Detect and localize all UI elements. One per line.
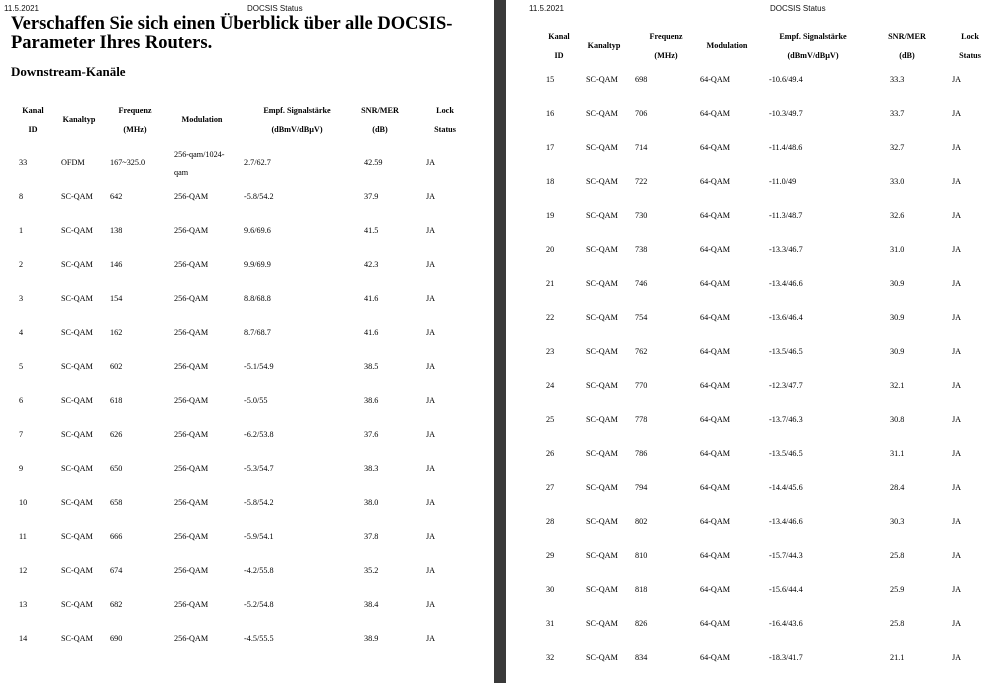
cell-kanaltyp: SC-QAM	[586, 245, 618, 254]
cell-kanaltyp: SC-QAM	[586, 653, 618, 662]
cell-lock: JA	[426, 430, 436, 439]
cell-lock: JA	[426, 192, 436, 201]
cell-kanaltyp: SC-QAM	[61, 260, 93, 269]
cell-signal: -18.3/41.7	[769, 653, 803, 662]
cell-lock: JA	[952, 279, 962, 288]
cell-frequenz: 682	[110, 600, 123, 609]
cell-signal: -5.8/54.2	[244, 192, 274, 201]
cell-lock: JA	[952, 653, 962, 662]
cell-kanaltyp: SC-QAM	[586, 143, 618, 152]
column-header-signal: Empf. Signalstärke	[779, 32, 847, 41]
cell-signal: -5.3/54.7	[244, 464, 274, 473]
cell-frequenz: 730	[635, 211, 648, 220]
cell-kanal-id: 16	[546, 109, 555, 118]
cell-kanaltyp: SC-QAM	[586, 415, 618, 424]
cell-signal: -15.7/44.3	[769, 551, 803, 560]
cell-snr: 33.7	[890, 109, 905, 118]
cell-modulation: 256-QAM	[174, 192, 209, 201]
cell-lock: JA	[952, 415, 962, 424]
cell-frequenz: 666	[110, 532, 123, 541]
print-date: 11.5.2021	[4, 4, 39, 13]
cell-modulation: 256-QAM	[174, 260, 209, 269]
cell-kanaltyp: SC-QAM	[586, 313, 618, 322]
cell-lock: JA	[952, 585, 962, 594]
cell-kanal-id: 9	[19, 464, 24, 473]
cell-snr: 21.1	[890, 653, 905, 662]
cell-kanaltyp: SC-QAM	[61, 532, 93, 541]
cell-modulation: 64-QAM	[700, 381, 731, 390]
cell-kanaltyp: SC-QAM	[586, 211, 618, 220]
cell-kanaltyp: SC-QAM	[61, 634, 93, 643]
print-title: DOCSIS Status	[247, 4, 303, 13]
cell-modulation: 256-QAM	[174, 226, 209, 235]
cell-snr: 31.0	[890, 245, 905, 254]
cell-frequenz: 762	[635, 347, 648, 356]
cell-snr: 30.9	[890, 279, 905, 288]
column-header-modulation: Modulation	[706, 41, 748, 50]
cell-kanal-id: 2	[19, 260, 24, 269]
cell-frequenz: 690	[110, 634, 123, 643]
cell-frequenz: 778	[635, 415, 648, 424]
column-header-snr: (dB)	[372, 125, 388, 134]
cell-frequenz: 794	[635, 483, 648, 492]
cell-kanal-id: 28	[546, 517, 555, 526]
cell-lock: JA	[952, 211, 962, 220]
cell-snr: 32.7	[890, 143, 905, 152]
cell-frequenz: 642	[110, 192, 123, 201]
cell-kanal-id: 15	[546, 75, 555, 84]
cell-snr: 37.6	[364, 430, 379, 439]
cell-kanaltyp: SC-QAM	[586, 517, 618, 526]
cell-signal: -11.4/48.6	[769, 143, 803, 152]
cell-kanal-id: 19	[546, 211, 555, 220]
cell-signal: -5.8/54.2	[244, 498, 274, 507]
cell-kanaltyp: OFDM	[61, 158, 85, 167]
cell-kanaltyp: SC-QAM	[61, 430, 93, 439]
cell-kanaltyp: SC-QAM	[61, 362, 93, 371]
cell-kanaltyp: SC-QAM	[586, 619, 618, 628]
cell-kanaltyp: SC-QAM	[586, 279, 618, 288]
cell-signal: -6.2/53.8	[244, 430, 274, 439]
cell-kanal-id: 3	[19, 294, 24, 303]
cell-frequenz: 674	[110, 566, 123, 575]
cell-signal: -11.0/49	[769, 177, 797, 186]
cell-modulation: 64-QAM	[700, 143, 731, 152]
cell-lock: JA	[952, 177, 962, 186]
cell-snr: 37.8	[364, 532, 379, 541]
cell-frequenz: 818	[635, 585, 648, 594]
cell-frequenz: 722	[635, 177, 648, 186]
cell-snr: 25.9	[890, 585, 905, 594]
cell-modulation: 256-QAM	[174, 362, 209, 371]
print-title: DOCSIS Status	[770, 4, 826, 13]
cell-lock: JA	[952, 347, 962, 356]
cell-lock: JA	[952, 517, 962, 526]
cell-lock: JA	[426, 634, 436, 643]
cell-signal: -13.5/46.5	[769, 347, 803, 356]
cell-frequenz: 754	[635, 313, 648, 322]
cell-signal: 9.6/69.6	[244, 226, 271, 235]
cell-modulation: 64-QAM	[700, 75, 731, 84]
cell-modulation: 256-QAM	[174, 634, 209, 643]
column-header-snr: SNR/MER	[888, 32, 926, 41]
cell-kanaltyp: SC-QAM	[61, 396, 93, 405]
cell-kanaltyp: SC-QAM	[61, 294, 93, 303]
column-header-kanal-id: Kanal	[548, 32, 570, 41]
cell-signal: -10.3/49.7	[769, 109, 803, 118]
cell-frequenz: 786	[635, 449, 648, 458]
cell-kanal-id: 31	[546, 619, 555, 628]
cell-kanaltyp: SC-QAM	[61, 566, 93, 575]
cell-lock: JA	[426, 260, 436, 269]
cell-kanal-id: 7	[19, 430, 24, 439]
column-header-signal: Empf. Signalstärke	[263, 106, 331, 115]
column-header-snr: SNR/MER	[361, 106, 399, 115]
cell-frequenz: 826	[635, 619, 648, 628]
cell-lock: JA	[426, 362, 436, 371]
cell-kanal-id: 8	[19, 192, 24, 201]
cell-lock: JA	[952, 75, 962, 84]
column-header-kanal-id: Kanal	[22, 106, 44, 115]
column-header-lock: Lock	[436, 106, 454, 115]
cell-frequenz: 167~325.0	[110, 158, 146, 167]
cell-kanal-id: 13	[19, 600, 28, 609]
column-header-frequenz: Frequenz	[118, 106, 152, 115]
cell-signal: 8.7/68.7	[244, 328, 271, 337]
cell-lock: JA	[426, 226, 436, 235]
cell-modulation: 256-QAM	[174, 294, 209, 303]
cell-kanal-id: 10	[19, 498, 28, 507]
cell-modulation: 64-QAM	[700, 347, 731, 356]
section-title: Downstream-Kanäle	[11, 64, 126, 79]
cell-lock: JA	[426, 566, 436, 575]
cell-modulation: 64-QAM	[700, 279, 731, 288]
cell-frequenz: 146	[110, 260, 123, 269]
column-header-lock: Status	[959, 51, 981, 60]
cell-snr: 38.3	[364, 464, 379, 473]
cell-signal: -5.0/55	[244, 396, 268, 405]
cell-signal: -16.4/43.6	[769, 619, 803, 628]
cell-snr: 38.6	[364, 396, 379, 405]
cell-modulation: 64-QAM	[700, 109, 731, 118]
cell-signal: 8.8/68.8	[244, 294, 271, 303]
cell-kanaltyp: SC-QAM	[586, 551, 618, 560]
cell-frequenz: 738	[635, 245, 648, 254]
cell-modulation: 64-QAM	[700, 211, 731, 220]
cell-lock: JA	[952, 245, 962, 254]
cell-modulation: 256-QAM	[174, 566, 209, 575]
column-header-frequenz: (MHz)	[123, 125, 147, 134]
cell-kanal-id: 30	[546, 585, 555, 594]
cell-frequenz: 834	[635, 653, 648, 662]
cell-modulation: 256-qam/1024-qam	[174, 150, 225, 177]
cell-frequenz: 626	[110, 430, 123, 439]
cell-frequenz: 802	[635, 517, 648, 526]
cell-modulation: 256-QAM	[174, 464, 209, 473]
cell-signal: -4.2/55.8	[244, 566, 274, 575]
cell-modulation: 256-QAM	[174, 430, 209, 439]
cell-snr: 38.5	[364, 362, 379, 371]
cell-snr: 25.8	[890, 551, 905, 560]
cell-frequenz: 650	[110, 464, 123, 473]
cell-lock: JA	[952, 143, 962, 152]
cell-kanaltyp: SC-QAM	[61, 498, 93, 507]
cell-kanal-id: 23	[546, 347, 555, 356]
cell-kanaltyp: SC-QAM	[61, 226, 93, 235]
cell-signal: -14.4/45.6	[769, 483, 803, 492]
cell-lock: JA	[426, 498, 436, 507]
cell-lock: JA	[952, 449, 962, 458]
column-header-lock: Lock	[961, 32, 979, 41]
cell-signal: -12.3/47.7	[769, 381, 803, 390]
cell-signal: -10.6/49.4	[769, 75, 803, 84]
cell-snr: 38.4	[364, 600, 379, 609]
print-date: 11.5.2021	[529, 4, 564, 13]
cell-snr: 31.1	[890, 449, 905, 458]
cell-signal: -4.5/55.5	[244, 634, 274, 643]
cell-signal: -5.1/54.9	[244, 362, 274, 371]
cell-kanal-id: 1	[19, 226, 24, 235]
cell-snr: 38.9	[364, 634, 379, 643]
cell-kanal-id: 18	[546, 177, 555, 186]
cell-lock: JA	[426, 532, 436, 541]
cell-modulation: 64-QAM	[700, 653, 731, 662]
cell-snr: 32.6	[890, 211, 905, 220]
cell-modulation: 64-QAM	[700, 415, 731, 424]
cell-frequenz: 162	[110, 328, 123, 337]
cell-modulation: 256-QAM	[174, 532, 209, 541]
cell-lock: JA	[426, 328, 436, 337]
cell-snr: 33.0	[890, 177, 905, 186]
cell-snr: 30.9	[890, 347, 905, 356]
cell-modulation: 256-QAM	[174, 600, 209, 609]
cell-lock: JA	[952, 483, 962, 492]
cell-signal: 2.7/62.7	[244, 158, 271, 167]
cell-kanal-id: 12	[19, 566, 28, 575]
cell-kanaltyp: SC-QAM	[586, 177, 618, 186]
cell-frequenz: 154	[110, 294, 123, 303]
cell-modulation: 64-QAM	[700, 517, 731, 526]
cell-modulation: 256-QAM	[174, 498, 209, 507]
cell-kanaltyp: SC-QAM	[586, 109, 618, 118]
cell-kanaltyp: SC-QAM	[586, 483, 618, 492]
column-header-signal: (dBmV/dBµV)	[271, 125, 323, 134]
cell-signal: -13.6/46.4	[769, 313, 803, 322]
column-header-kanaltyp: Kanaltyp	[62, 115, 96, 124]
cell-snr: 25.8	[890, 619, 905, 628]
page-left	[0, 0, 494, 683]
cell-frequenz: 658	[110, 498, 123, 507]
cell-kanaltyp: SC-QAM	[586, 449, 618, 458]
cell-kanaltyp: SC-QAM	[586, 75, 618, 84]
cell-modulation: 64-QAM	[700, 449, 731, 458]
column-header-lock: Status	[434, 125, 456, 134]
cell-lock: JA	[426, 158, 436, 167]
cell-snr: 41.6	[364, 294, 379, 303]
cell-signal: -15.6/44.4	[769, 585, 803, 594]
cell-kanal-id: 11	[19, 532, 27, 541]
cell-frequenz: 770	[635, 381, 648, 390]
cell-frequenz: 138	[110, 226, 123, 235]
column-header-snr: (dB)	[899, 51, 915, 60]
column-header-kanal-id: ID	[554, 51, 564, 60]
cell-lock: JA	[952, 619, 962, 628]
cell-snr: 28.4	[890, 483, 905, 492]
cell-kanaltyp: SC-QAM	[586, 585, 618, 594]
cell-kanal-id: 24	[546, 381, 555, 390]
cell-kanal-id: 29	[546, 551, 555, 560]
cell-lock: JA	[952, 551, 962, 560]
column-header-frequenz: (MHz)	[654, 51, 678, 60]
cell-snr: 32.1	[890, 381, 905, 390]
cell-modulation: 64-QAM	[700, 313, 731, 322]
cell-frequenz: 698	[635, 75, 648, 84]
cell-snr: 41.6	[364, 328, 379, 337]
page-title: Verschaffen Sie sich einen Überblick über alle DOCSIS-Parameter Ihres Routers.	[11, 14, 453, 53]
cell-snr: 41.5	[364, 226, 379, 235]
cell-frequenz: 810	[635, 551, 648, 560]
cell-signal: -13.3/46.7	[769, 245, 803, 254]
cell-frequenz: 714	[635, 143, 648, 152]
cell-signal: 9.9/69.9	[244, 260, 271, 269]
cell-signal: -13.4/46.6	[769, 517, 803, 526]
cell-kanal-id: 17	[546, 143, 555, 152]
page-divider	[494, 0, 506, 683]
cell-snr: 33.3	[890, 75, 905, 84]
page-right	[506, 0, 998, 683]
cell-snr: 35.2	[364, 566, 379, 575]
cell-snr: 30.8	[890, 415, 905, 424]
column-header-signal: (dBmV/dBµV)	[787, 51, 839, 60]
cell-modulation: 64-QAM	[700, 245, 731, 254]
cell-signal: -11.3/48.7	[769, 211, 803, 220]
cell-snr: 38.0	[364, 498, 379, 507]
cell-kanal-id: 26	[546, 449, 555, 458]
cell-signal: -13.5/46.5	[769, 449, 803, 458]
cell-kanal-id: 5	[19, 362, 24, 371]
cell-modulation: 64-QAM	[700, 177, 731, 186]
cell-kanaltyp: SC-QAM	[61, 192, 93, 201]
cell-kanal-id: 6	[19, 396, 24, 405]
column-header-kanaltyp: Kanaltyp	[587, 41, 621, 50]
cell-kanaltyp: SC-QAM	[586, 347, 618, 356]
cell-kanaltyp: SC-QAM	[61, 600, 93, 609]
cell-modulation: 256-QAM	[174, 328, 209, 337]
cell-signal: -13.7/46.3	[769, 415, 803, 424]
cell-signal: -13.4/46.6	[769, 279, 803, 288]
cell-frequenz: 618	[110, 396, 123, 405]
cell-modulation: 256-QAM	[174, 396, 209, 405]
column-header-frequenz: Frequenz	[649, 32, 683, 41]
cell-kanal-id: 27	[546, 483, 555, 492]
cell-kanal-id: 4	[19, 328, 24, 337]
cell-kanaltyp: SC-QAM	[61, 328, 93, 337]
cell-modulation: 64-QAM	[700, 585, 731, 594]
cell-lock: JA	[426, 294, 436, 303]
column-header-modulation: Modulation	[181, 115, 223, 124]
cell-frequenz: 602	[110, 362, 123, 371]
cell-kanal-id: 25	[546, 415, 555, 424]
cell-snr: 30.9	[890, 313, 905, 322]
cell-lock: JA	[426, 396, 436, 405]
cell-kanal-id: 22	[546, 313, 555, 322]
cell-modulation: 64-QAM	[700, 619, 731, 628]
cell-signal: -5.9/54.1	[244, 532, 274, 541]
cell-snr: 37.9	[364, 192, 379, 201]
cell-frequenz: 746	[635, 279, 648, 288]
cell-kanaltyp: SC-QAM	[61, 464, 93, 473]
cell-lock: JA	[952, 381, 962, 390]
cell-kanaltyp: SC-QAM	[586, 381, 618, 390]
cell-snr: 42.59	[364, 158, 383, 167]
cell-modulation: 64-QAM	[700, 551, 731, 560]
cell-signal: -5.2/54.8	[244, 600, 274, 609]
cell-kanal-id: 14	[19, 634, 28, 643]
cell-kanal-id: 32	[546, 653, 555, 662]
cell-lock: JA	[952, 313, 962, 322]
cell-snr: 30.3	[890, 517, 905, 526]
cell-kanal-id: 33	[19, 158, 28, 167]
cell-lock: JA	[952, 109, 962, 118]
cell-kanal-id: 21	[546, 279, 555, 288]
cell-lock: JA	[426, 600, 436, 609]
cell-frequenz: 706	[635, 109, 648, 118]
cell-snr: 42.3	[364, 260, 379, 269]
cell-lock: JA	[426, 464, 436, 473]
cell-modulation: 64-QAM	[700, 483, 731, 492]
column-header-kanal-id: ID	[28, 125, 38, 134]
cell-kanal-id: 20	[546, 245, 555, 254]
